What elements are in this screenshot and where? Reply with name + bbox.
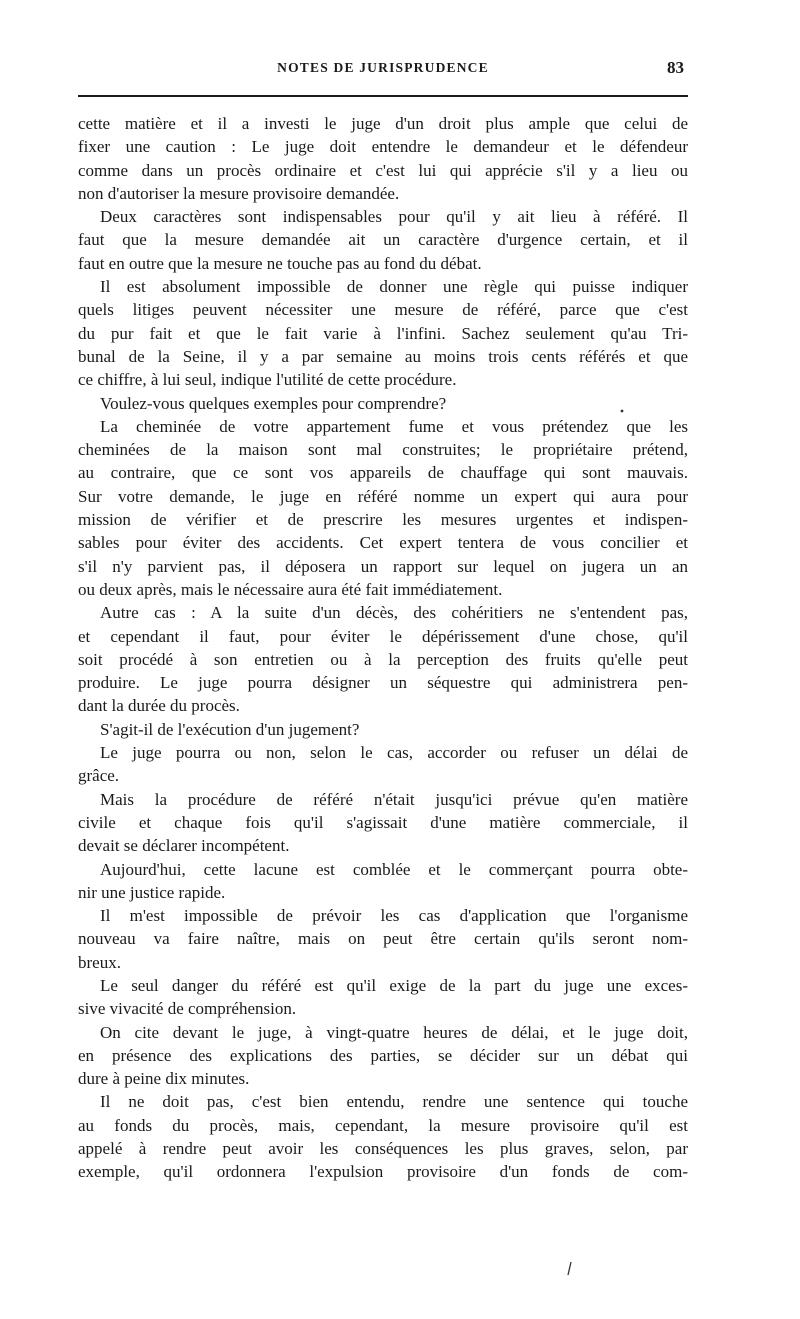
text-line: et cependant il faut, pour éviter le dépérissement d'une chose, qu'il — [78, 626, 688, 646]
text-line: faut en outre que la mesure ne touche pas au fond du débat. — [78, 253, 482, 273]
text-line: sables pour éviter des accidents. Cet expert tentera de vous concilier et — [78, 533, 688, 553]
text-line: Sur votre demande, le juge en référé nomme un expert qui aura pour — [78, 486, 688, 506]
running-title: NOTES DE JURISPRUDENCE — [277, 60, 489, 75]
text-line: appelé à rendre peut avoir les conséquences les plus graves, selon, par — [78, 1139, 688, 1159]
text-line: ce chiffre, à lui seul, indique l'utilité de cette procédure. — [78, 370, 457, 390]
text-line: S'agit-il de l'exécution d'un jugement? — [100, 719, 360, 739]
text-line: non d'autoriser la mesure provisoire demandée. — [78, 183, 400, 203]
text-line: Aujourd'hui, cette lacune est comblée et le commerçant pourra obte- — [100, 859, 688, 879]
scan-speck — [621, 410, 624, 413]
text-line: ou deux après, mais le nécessaire aura été fait immédiatement. — [78, 579, 503, 599]
text-line: Deux caractères sont indispensables pour qu'il y ait lieu à référé. Il — [100, 207, 688, 227]
text-line: Le seul danger du référé est qu'il exige de la part du juge une exces- — [100, 975, 688, 995]
text-line: Il m'est impossible de prévoir les cas d'application que l'organisme — [100, 906, 688, 926]
text-line: au contraire, que ce sont vos appareils de chauffage qui sont mauvais. — [78, 463, 688, 483]
text-line: Le juge pourra ou non, selon le cas, accorder ou refuser un délai de — [100, 743, 688, 763]
text-line: s'il n'y parvient pas, il déposera un rapport sur lequel on jugera un an — [78, 556, 688, 576]
text-line: breux. — [78, 952, 121, 972]
text-line: nir une justice rapide. — [78, 882, 226, 902]
text-line: au fonds du procès, mais, cependant, la mesure provisoire qu'il est — [78, 1115, 688, 1135]
text-line: quels litiges peuvent nécessiter une mesure de référé, parce que c'est — [78, 300, 688, 320]
page-number: 83 — [667, 58, 684, 77]
text-line: On cite devant le juge, à vingt-quatre heures de délai, et le juge doit, — [100, 1022, 688, 1042]
text-line: du pur fait et que le fait varie à l'infini. Sachez seulement qu'au Tri- — [78, 323, 688, 343]
text-line: Voulez-vous quelques exemples pour comprendre? — [100, 393, 447, 413]
text-line: fixer une caution : Le juge doit entendre le demandeur et le défendeur — [78, 137, 688, 157]
text-line: sive vivacité de compréhension. — [78, 999, 297, 1019]
text-line: grâce. — [78, 766, 120, 786]
text-line: devait se déclarer incompétent. — [78, 836, 290, 856]
text-line: Autre cas : A la suite d'un décès, des cohéritiers ne s'entendent pas, — [100, 603, 688, 623]
text-line: en présence des explications des parties, se décider sur un débat qui — [78, 1045, 688, 1065]
text-line: La cheminée de votre appartement fume et vous prétendez que les — [100, 416, 688, 436]
text-line: dant la durée du procès. — [78, 696, 240, 716]
text-line: dure à peine dix minutes. — [78, 1069, 250, 1089]
text-line: soit procédé à son entretien ou à la perception des fruits qu'elle peut — [78, 649, 688, 669]
text-line: bunal de la Seine, il y a par semaine au moins trois cents référés et que — [78, 346, 688, 366]
text-line: faut que la mesure demandée ait un caractère d'urgence certain, et il — [78, 230, 688, 250]
text-line: cette matière et il a investi le juge d'un droit plus ample que celui de — [78, 114, 688, 133]
scan-speck — [568, 1262, 571, 1275]
text-line: cheminées de la maison sont mal construites; le propriétaire prétend, — [78, 440, 688, 460]
text-line: Mais la procédure de référé n'était jusqu'ici prévue qu'en matière — [100, 789, 688, 809]
text-line: mission de vérifier et de prescrire les mesures urgentes et indispen- — [78, 510, 688, 530]
text-line: civile et chaque fois qu'il s'agissait d'une matière commerciale, il — [78, 812, 688, 832]
text-line: exemple, qu'il ordonnera l'expulsion provisoire d'un fonds de com- — [78, 1162, 688, 1182]
text-line: Il est absolument impossible de donner une règle qui puisse indiquer — [100, 277, 688, 297]
text-line: Il ne doit pas, c'est bien entendu, rendre une sentence qui touche — [100, 1092, 688, 1112]
text-line: nouveau va faire naître, mais on peut être certain qu'ils seront nom- — [78, 929, 688, 949]
text-line: produire. Le juge pourra désigner un séquestre qui administrera pen- — [78, 673, 688, 693]
text-line: comme dans un procès ordinaire et c'est lui qui apprécie s'il y a lieu ou — [78, 160, 688, 180]
